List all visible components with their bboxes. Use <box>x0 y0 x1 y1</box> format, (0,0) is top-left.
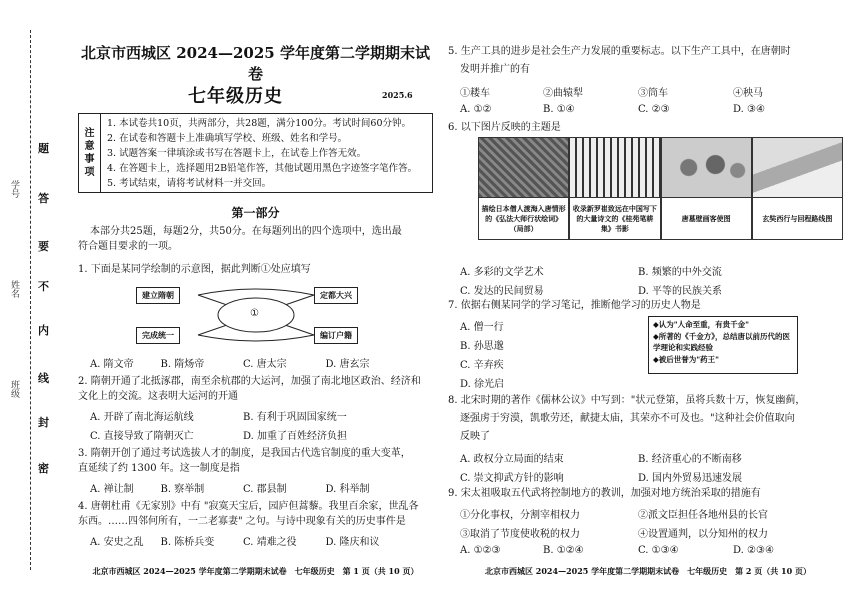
exam-date: 2025.6 <box>382 90 413 100</box>
image-caption: 收录新罗崔致远在中国写下的大量诗文的《桂苑笔耕集》书影 <box>572 203 657 233</box>
route-map-image <box>753 138 842 198</box>
q3-stem-cont: 直延续了约 1300 年。这一制度是指 <box>78 463 240 474</box>
option[interactable]: C. 郡县制 <box>243 484 287 495</box>
q8-stem-cont: 逐强虏于穷漠，凯歌劳还，献捷太庙，其荣亦不可及也。"这种社会价值取向 <box>460 413 795 424</box>
section-intro: 本部分共25题，每题2分，共50分。在每题列出的四个选项中，选出最 <box>90 226 402 237</box>
q8-options-2 <box>448 469 828 484</box>
q6-options-2 <box>448 282 828 297</box>
notice-items <box>101 114 423 192</box>
option[interactable]: C. ②③ <box>638 104 670 115</box>
notice-item: 5. 考试结束，请将考试材料一并交回。 <box>107 178 272 189</box>
option[interactable]: B. 隋炀帝 <box>160 359 205 370</box>
q9-options <box>448 545 828 556</box>
option[interactable]: C. 崇文抑武方针的影响 <box>460 473 564 484</box>
option[interactable]: B. 孙思邈 <box>460 341 504 352</box>
binding-margin <box>0 0 60 607</box>
option[interactable]: B. 察举制 <box>160 484 205 495</box>
q7-option <box>448 337 504 352</box>
option[interactable]: D. ②③④ <box>733 545 774 556</box>
notice-box <box>78 113 433 193</box>
binding-line <box>30 30 31 570</box>
note-line: ◆被后世誉为"药王" <box>653 354 720 364</box>
q9-items-2 <box>448 525 828 540</box>
q7-stem: 7. 依据右侧某同学的学习笔记，推断他学习的历史人物是 <box>448 300 701 311</box>
option[interactable]: C. 靖难之役 <box>243 537 297 548</box>
item: ④设置通判，以分知州的权力 <box>638 529 768 540</box>
page-footer: 北京市西城区 2024—2025 学年度第二学期期末试卷 七年级历史 第 1 页（共 10 页） <box>92 566 419 576</box>
item: ③筒车 <box>638 88 668 99</box>
notice-item: 2. 在试卷和答题卡上准确填写学校、班级、姓名和学号。 <box>107 133 348 144</box>
q3-stem: 3. 隋朝开创了通过考试选拔人才的制度，是我国古代选官制度的重大变革， <box>78 448 411 459</box>
diagram-box: 编订户籍 <box>314 327 358 344</box>
option[interactable]: D. 徐光启 <box>460 379 505 390</box>
q8-stem: 8. 北宋时期的著作《儒林公议》中写到："状元登第，虽将兵数十万，恢复幽蓟， <box>448 395 806 406</box>
q4-stem-cont: 东西。……四邻何所有，一二老寡妻" 之句。与诗中现象有关的历史事件是 <box>78 516 406 527</box>
diagram-box: 建立隋朝 <box>136 287 180 304</box>
margin-char: 密 <box>38 462 49 475</box>
option[interactable]: D. 平等的民族关系 <box>638 286 723 297</box>
exam-title: 北京市西城区 2024—2025 学年度第二学期期末试卷 <box>81 44 430 83</box>
margin-char: 题 <box>38 142 49 155</box>
option[interactable]: A. ①② <box>460 104 492 115</box>
margin-char: 封 <box>38 416 49 429</box>
book-image <box>570 138 659 198</box>
item: ②曲辕犁 <box>543 88 583 99</box>
option[interactable]: C. 发达的民间贸易 <box>460 286 544 297</box>
q6-image-strip <box>478 137 843 240</box>
diagram-box: 定都大兴 <box>314 287 358 304</box>
student-field: 姓名 <box>9 280 19 298</box>
exam-page-1 <box>78 0 433 607</box>
notice-item: 1. 本试卷共10页，共两部分，共28题，满分100分。考试时间60分钟。 <box>107 118 411 129</box>
section-title: 第一部分 <box>231 206 280 220</box>
q2-stem: 2. 隋朝开通了北抵涿郡，南至余杭郡的大运河，加强了南北地区政治、经济和 <box>78 376 421 387</box>
q6-options <box>448 263 828 278</box>
option[interactable]: A. 开辟了南北海运航线 <box>90 412 194 423</box>
margin-char: 答 <box>38 192 49 205</box>
study-note-box <box>648 316 798 374</box>
painting-image <box>479 138 568 198</box>
q5-stem: 5. 生产工具的进步是社会生产力发展的重要标志。以下生产工具中，在唐朝时 <box>448 46 791 57</box>
q2-stem-cont: 文化上的交流。这表明大运河的开通 <box>78 391 238 402</box>
option[interactable]: A. 禅让制 <box>90 484 134 495</box>
option[interactable]: D. ③④ <box>733 104 765 115</box>
item: ①耧车 <box>460 88 490 99</box>
option[interactable]: B. 频繁的中外交流 <box>638 267 722 278</box>
q1-options <box>78 355 408 370</box>
image-caption: 唐墓壁画客使图 <box>681 213 731 223</box>
notice-item: 3. 试题答案一律填涂或书写在答题卡上，在试卷上作答无效。 <box>107 148 367 159</box>
image-caption: 玄奘西行与回程路线图 <box>762 213 833 223</box>
q5-options <box>448 104 828 115</box>
image-panel <box>661 137 752 240</box>
q2-options-2 <box>78 427 408 442</box>
image-panel <box>478 137 569 240</box>
q7-option <box>448 356 504 371</box>
q1-diagram <box>136 285 376 345</box>
option[interactable]: D. 隆庆和议 <box>325 537 380 548</box>
image-panel <box>752 137 843 240</box>
page-footer: 北京市西城区 2024—2025 学年度第二学期期末试卷 七年级历史 第 2 页（共 10 页） <box>485 566 811 576</box>
notice-label: 注 意 事 项 <box>79 114 101 192</box>
margin-char: 要 <box>38 240 49 253</box>
option[interactable]: A. 政权分立局面的结束 <box>460 454 564 465</box>
note-line: ◆认为"人命至重，有贵千金" <box>653 320 750 329</box>
q3-options <box>78 480 408 495</box>
student-field: 班级 <box>9 380 19 398</box>
option[interactable]: C. 辛弃疾 <box>460 360 504 371</box>
exam-page-2 <box>448 0 848 607</box>
q5-stem-cont: 发明并推广的有 <box>460 64 530 75</box>
option[interactable]: A. ①②③ <box>460 545 501 556</box>
item: ③取消了节度使收税的权力 <box>460 529 580 540</box>
diagram-blank: ① <box>250 308 259 319</box>
q8-options <box>448 450 828 465</box>
option[interactable]: B. 有利于巩固国家统一 <box>243 412 347 423</box>
q7-option <box>448 318 504 333</box>
item: ②派文臣担任各地州县的长官 <box>638 510 768 521</box>
subject-title: 七年级历史 <box>188 86 283 107</box>
option[interactable]: A. 多彩的文学艺术 <box>460 267 544 278</box>
diagram-box: 完成统一 <box>136 327 180 344</box>
item: ①分化事权，分割宰相权力 <box>460 510 580 521</box>
image-caption: 描绘日本僧人渡海入唐情形的《弘法大师行状绘词》（局部） <box>481 203 566 233</box>
option[interactable]: B. 陈桥兵变 <box>160 537 215 548</box>
margin-char: 内 <box>38 324 49 337</box>
image-panel <box>569 137 660 240</box>
option[interactable]: B. ①②④ <box>543 545 584 556</box>
section-intro-cont: 符合题目要求的一项。 <box>78 241 178 252</box>
option[interactable]: A. 隋文帝 <box>90 359 134 370</box>
notice-item: 4. 在答题卡上，选择题用2B铅笔作答，其他试题用黑色字迹签字笔作答。 <box>107 163 418 174</box>
option[interactable]: D. 唐玄宗 <box>325 359 370 370</box>
option[interactable]: D. 加重了百姓经济负担 <box>243 431 348 442</box>
note-line: ◆所著的《千金方》，总结唐以前历代的医学理论和实践经验 <box>653 331 791 352</box>
q4-stem: 4. 唐朝杜甫《无家别》中有 "寂寞天宝后，园庐但蒿藜。我里百余家，世乱各 <box>78 501 419 512</box>
q7-option <box>448 375 504 390</box>
q9-stem: 9. 宋太祖吸取五代武将控制地方的教训，加强对地方统治采取的措施有 <box>448 488 761 499</box>
q4-options <box>78 533 408 548</box>
option[interactable]: C. 唐太宗 <box>243 359 287 370</box>
q1-stem: 1. 下面是某同学绘制的示意图，据此判断①处应填写 <box>78 264 311 275</box>
option[interactable]: A. 安史之乱 <box>90 537 144 548</box>
q6-stem: 6. 以下图片反映的主题是 <box>448 122 561 133</box>
option[interactable]: A. 僧一行 <box>460 322 504 333</box>
option[interactable]: B. ①④ <box>543 104 575 115</box>
q5-items <box>448 84 828 99</box>
q2-options <box>78 408 408 423</box>
option[interactable]: D. 国内外贸易迅速发展 <box>638 473 743 484</box>
student-field: 学号 <box>9 180 19 198</box>
q8-stem-cont: 反映了 <box>460 431 490 442</box>
q9-items <box>448 506 828 521</box>
option[interactable]: B. 经济重心的不断南移 <box>638 454 742 465</box>
option[interactable]: D. 科举制 <box>325 484 370 495</box>
margin-char: 线 <box>38 372 49 385</box>
item: ④秧马 <box>733 88 763 99</box>
mural-image <box>662 138 751 198</box>
option[interactable]: C. ①③④ <box>638 545 679 556</box>
margin-char: 不 <box>38 280 49 293</box>
option[interactable]: C. 直接导致了隋朝灭亡 <box>90 431 194 442</box>
